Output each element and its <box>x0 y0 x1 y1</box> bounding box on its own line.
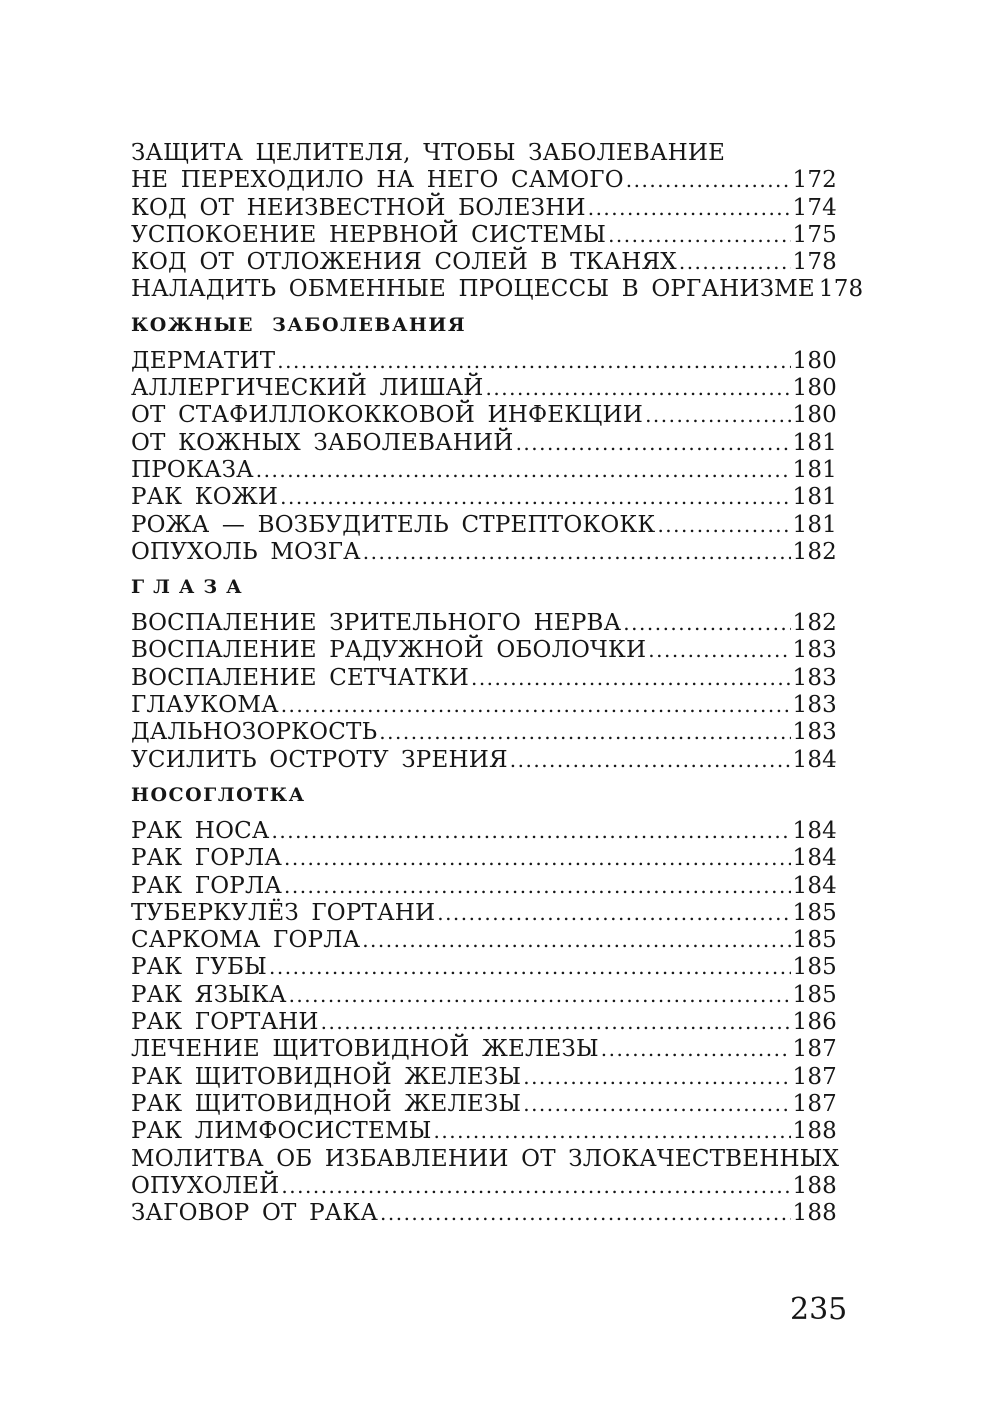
toc-entry-page: 184 <box>792 845 837 872</box>
toc-entry-title: РАК НОСА <box>131 817 270 844</box>
toc-entry[interactable] <box>131 873 837 900</box>
toc-entry-page: 181 <box>792 429 837 456</box>
leader-dots <box>471 665 791 692</box>
toc-entry-page: 172 <box>792 167 837 194</box>
leader-dots <box>588 195 791 222</box>
toc-entry-title: РАК ЯЗЫКА <box>131 981 287 1008</box>
toc-entry-title: КОД ОТ ОТЛОЖЕНИЯ СОЛЕЙ В ТКАНЯХ <box>131 249 677 276</box>
toc-entry[interactable] <box>131 167 837 194</box>
leader-dots <box>269 954 791 981</box>
toc-entry-page: 175 <box>792 221 837 248</box>
leader-dots <box>657 512 790 539</box>
toc-entry-title: ОТ СТАФИЛЛОКОККОВОЙ ИНФЕКЦИИ <box>131 402 644 429</box>
toc-entry[interactable] <box>131 402 837 429</box>
leader-dots <box>679 249 791 276</box>
toc-entry-title: РАК КОЖИ <box>131 484 279 511</box>
leader-dots <box>321 1009 791 1036</box>
toc-entry[interactable] <box>131 375 837 402</box>
toc-entry-title: РАК ГОРТАНИ <box>131 1009 319 1036</box>
toc-entry[interactable] <box>131 484 837 511</box>
toc-entry-title: ОТ КОЖНЫХ ЗАБОЛЕВАНИЙ <box>131 429 514 456</box>
leader-dots <box>362 927 790 954</box>
toc-entry[interactable] <box>131 1036 837 1063</box>
toc-entry-title: АЛЛЕРГИЧЕСКИЙ ЛИШАЙ <box>131 375 484 402</box>
toc-entry-page: 188 <box>792 1118 837 1145</box>
toc-entry-page: 181 <box>792 456 837 483</box>
toc-entry-page: 180 <box>792 402 837 429</box>
toc-entry[interactable] <box>131 610 837 637</box>
toc-entry-title: РАК ЩИТОВИДНОЙ ЖЕЛЕЗЫ <box>131 1090 522 1117</box>
toc-entry-title: ДАЛЬНОЗОРКОСТЬ <box>131 719 378 746</box>
toc-entry-title: ВОСПАЛЕНИЕ ЗРИТЕЛЬНОГО НЕРВА <box>131 610 622 637</box>
leader-dots <box>601 1036 791 1063</box>
toc-entry-line: МОЛИТВА ОБ ИЗБАВЛЕНИИ ОТ ЗЛОКАЧЕСТВЕННЫХ <box>131 1145 840 1172</box>
toc-entry[interactable] <box>131 1091 837 1118</box>
leader-dots <box>437 900 790 927</box>
leader-dots <box>645 402 790 429</box>
toc-entry-title: КОД ОТ НЕИЗВЕСТНОЙ БОЛЕЗНИ <box>131 194 586 221</box>
toc-entry[interactable] <box>131 719 837 746</box>
toc-entry-title: УСИЛИТЬ ОСТРОТУ ЗРЕНИЯ <box>131 746 508 773</box>
toc-entry-title: ПРОКАЗА <box>131 456 254 483</box>
section-heading-nasopharynx: НОСОГЛОТКА <box>131 783 306 806</box>
toc-entry-title: РАК ЛИМФОСИСТЕМЫ <box>131 1118 432 1145</box>
leader-dots <box>284 873 791 900</box>
toc-entry-page: 182 <box>792 538 837 565</box>
toc-entry-title: УСПОКОЕНИЕ НЕРВНОЙ СИСТЕМЫ <box>131 221 607 248</box>
toc-entry-title: ДЕРМАТИТ <box>131 347 276 374</box>
leader-dots <box>272 818 791 845</box>
toc-entry-title: ЛЕЧЕНИЕ ЩИТОВИДНОЙ ЖЕЛЕЗЫ <box>131 1036 599 1063</box>
toc-entry-page: 178 <box>792 249 837 276</box>
toc-entry[interactable] <box>131 195 837 222</box>
leader-dots <box>289 982 791 1009</box>
toc-entry-page: 181 <box>792 484 837 511</box>
page-number: 235 <box>790 1292 848 1327</box>
toc-entry[interactable] <box>131 512 837 539</box>
leader-dots <box>379 719 790 746</box>
toc-entry-page: 187 <box>792 1090 837 1117</box>
toc-entry[interactable] <box>131 954 837 981</box>
section-heading-eyes: ГЛАЗА <box>131 576 251 599</box>
toc-entry-page: 183 <box>792 719 837 746</box>
toc-entry-page: 185 <box>792 927 837 954</box>
leader-dots <box>380 1200 791 1227</box>
toc-entry-page: 184 <box>792 872 837 899</box>
toc-entry-page: 187 <box>792 1036 837 1063</box>
toc-entry-title: РОЖА — ВОЗБУДИТЕЛЬ СТРЕПТОКОКК <box>131 511 656 538</box>
toc-entry[interactable] <box>131 1118 837 1145</box>
toc-entry[interactable] <box>131 1200 837 1227</box>
table-of-contents <box>131 140 864 1227</box>
toc-entry[interactable] <box>131 665 837 692</box>
toc-entry-title: ВОСПАЛЕНИЕ РАДУЖНОЙ ОБОЛОЧКИ <box>131 637 647 664</box>
toc-entry-page: 183 <box>792 692 837 719</box>
toc-entry[interactable] <box>131 276 864 303</box>
toc-entry-page: 181 <box>792 511 837 538</box>
toc-entry-page: 180 <box>792 375 837 402</box>
section-heading-skin: КОЖНЫЕ ЗАБОЛЕВАНИЯ <box>131 313 467 336</box>
leader-dots <box>281 692 791 719</box>
leader-dots <box>623 610 790 637</box>
toc-entry-title: РАК ГОРЛА <box>131 872 282 899</box>
toc-entry-page: 180 <box>792 347 837 374</box>
toc-entry[interactable] <box>131 539 837 566</box>
toc-entry-page: 188 <box>792 1200 837 1227</box>
toc-entry-title: РАК ЩИТОВИДНОЙ ЖЕЛЕЗЫ <box>131 1063 522 1090</box>
toc-entry-page: 184 <box>792 746 837 773</box>
toc-entry-page: 183 <box>792 664 837 691</box>
leader-dots <box>256 457 791 484</box>
toc-entry[interactable] <box>131 900 837 927</box>
toc-entry[interactable] <box>131 249 837 276</box>
toc-entry-page: 184 <box>792 817 837 844</box>
toc-entry-title: ВОСПАЛЕНИЕ СЕТЧАТКИ <box>131 664 469 691</box>
toc-entry[interactable] <box>131 692 837 719</box>
toc-entry[interactable] <box>131 1173 837 1200</box>
toc-entry-title: ЗАГОВОР ОТ РАКА <box>131 1200 378 1227</box>
leader-dots <box>608 222 790 249</box>
toc-entry-page: 174 <box>792 194 837 221</box>
toc-entry-title: НЕ ПЕРЕХОДИЛО НА НЕГО САМОГО <box>131 167 624 194</box>
toc-entry-line: ЗАЩИТА ЦЕЛИТЕЛЯ, ЧТОБЫ ЗАБОЛЕВАНИЕ <box>131 140 726 166</box>
toc-entry-page: 185 <box>792 981 837 1008</box>
toc-entry[interactable] <box>131 1064 837 1091</box>
toc-entry-page: 182 <box>792 610 837 637</box>
toc-entry-page: 178 <box>818 276 864 303</box>
toc-entry-page: 183 <box>792 637 837 664</box>
toc-entry-title: ОПУХОЛЬ МОЗГА <box>131 538 361 565</box>
toc-entry[interactable] <box>131 348 837 375</box>
toc-entry-page: 186 <box>792 1009 837 1036</box>
toc-entry-title: НАЛАДИТЬ ОБМЕННЫЕ ПРОЦЕССЫ В ОРГАНИЗМЕ <box>131 276 815 303</box>
toc-entry[interactable] <box>131 818 837 845</box>
toc-entry[interactable] <box>131 982 837 1009</box>
toc-entry-title: ТУБЕРКУЛЁЗ ГОРТАНИ <box>131 899 436 926</box>
toc-entry[interactable] <box>131 637 837 664</box>
leader-dots <box>281 1173 790 1200</box>
leader-dots <box>523 1064 790 1091</box>
toc-entry-title: РАК ГУБЫ <box>131 954 267 981</box>
toc-entry[interactable] <box>131 927 837 954</box>
toc-entry[interactable] <box>131 1009 837 1036</box>
toc-entry[interactable] <box>131 457 837 484</box>
leader-dots <box>510 747 791 774</box>
toc-entry-page: 185 <box>792 954 837 981</box>
leader-dots <box>486 375 791 402</box>
toc-entry-page: 187 <box>792 1063 837 1090</box>
toc-entry-title: ОПУХОЛЕЙ <box>131 1172 280 1199</box>
toc-entry-title: РАК ГОРЛА <box>131 845 282 872</box>
leader-dots <box>648 637 790 664</box>
leader-dots <box>280 484 790 511</box>
toc-entry[interactable] <box>131 430 837 457</box>
toc-entry[interactable] <box>131 845 837 872</box>
toc-entry-title: ГЛАУКОМА <box>131 692 279 719</box>
leader-dots <box>277 348 790 375</box>
toc-entry-title: САРКОМА ГОРЛА <box>131 927 361 954</box>
toc-entry-page: 188 <box>792 1172 837 1199</box>
toc-entry-page: 185 <box>792 899 837 926</box>
leader-dots <box>284 845 791 872</box>
toc-entry[interactable] <box>131 222 837 249</box>
leader-dots <box>363 539 791 566</box>
toc-entry[interactable] <box>131 747 837 774</box>
leader-dots <box>516 430 791 457</box>
leader-dots <box>626 167 791 194</box>
leader-dots <box>434 1118 791 1145</box>
leader-dots <box>523 1091 790 1118</box>
